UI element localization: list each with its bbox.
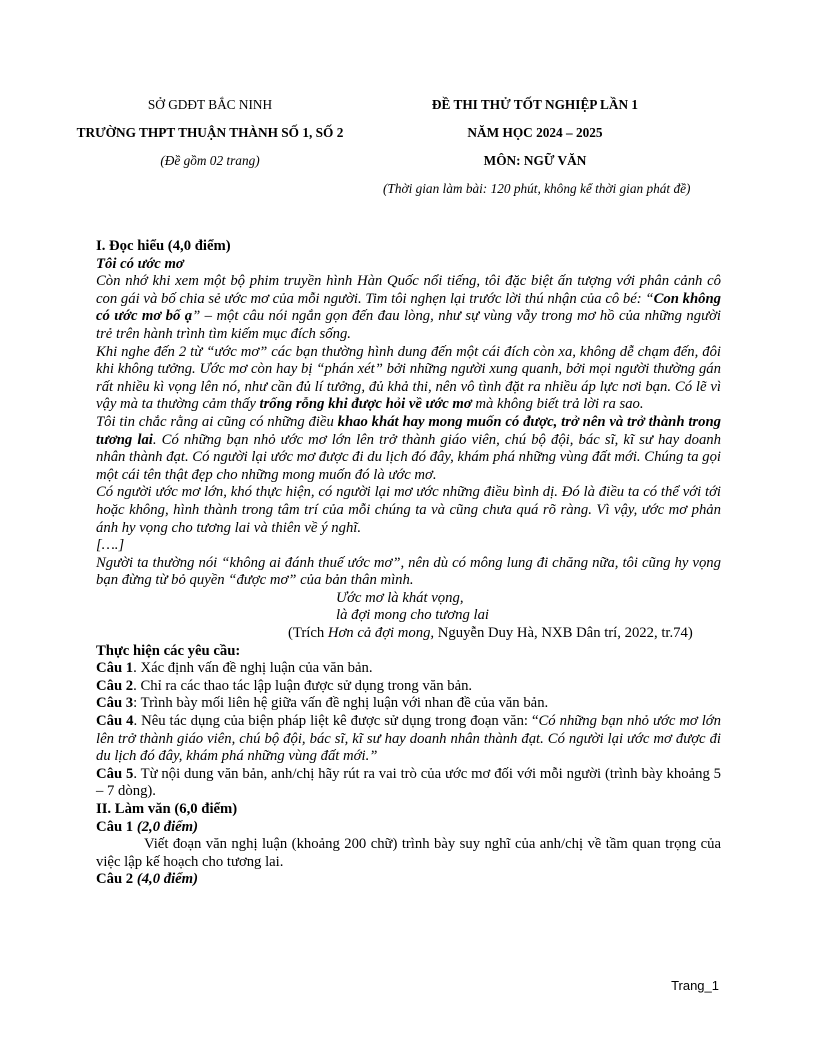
dept-name: SỞ GDĐT BẮC NINH bbox=[147, 97, 273, 112]
passage-paragraph-4: Có người ước mơ lớn, khó thực hiện, có người lại mơ ước những điều bình dị. Đó là điều ta có thể với tới hoặc không, hình thành trong tâm trí của mỗi chúng ta và cũng chưa quá rõ ràng. Vì vậy, ước mơ phản ánh hy vọng cho tương lai và thiên về ý nghĩ. bbox=[96, 484, 721, 536]
passage-ellipsis: [….] bbox=[96, 537, 125, 554]
pages-note: (Đề gồm 02 trang) bbox=[160, 153, 260, 168]
requirements-heading: Thực hiện các yêu cầu: bbox=[96, 642, 241, 659]
subject: MÔN: NGỮ VĂN bbox=[483, 153, 587, 168]
passage-paragraph-2: Khi nghe đến 2 từ “ước mơ” các bạn thường hình dung đến một cái đích còn xa, không dễ chạm đến, đôi khi không tưởng. Ước mơ còn hay bị “phán xét” bởi những người xung quanh, bởi mọi người thường gán rất nhiều kì vọng lên nó, như cần đủ lí tưởng, đủ khả thi, nên vô tình đặt ra nhiều áp lực nơi bạn. Có lẽ vì vậy mà ta thường cảm thấy trống rỗng khi được hỏi về ước mơ mà không biết trả lời ra sao. bbox=[96, 343, 721, 413]
essay-question-2-label: Câu 2 (4,0 điểm) bbox=[96, 871, 198, 888]
question-4: Câu 4. Nêu tác dụng của biện pháp liệt kê được sử dụng trong đoạn văn: “Có những bạn nhỏ ước mơ lớn lên trở thành giáo viên, chú bộ đội, bác sĩ, kĩ sư hay doanh nhân thành đạt. Có người lại ước mơ được đi du lịch đó đây, khám phá những vùng đất mới.” bbox=[96, 713, 721, 765]
passage-paragraph-5: Người ta thường nói “không ai đánh thuế ước mơ”, nên dù có mông lung đi chăng nữa, tôi cũng hy vọng bạn đừng từ bỏ quyền “được mơ” của bản thân mình. bbox=[96, 554, 721, 589]
passage-title: Tôi có ước mơ bbox=[96, 255, 184, 272]
essay-question-1-label: Câu 1 (2,0 điểm) bbox=[96, 818, 198, 835]
section2-heading: II. Làm văn (6,0 điểm) bbox=[96, 801, 238, 817]
school-name: TRƯỜNG THPT THUẬN THÀNH SỐ 1, SỐ 2 bbox=[76, 125, 344, 140]
question-1: Câu 1. Xác định vấn đề nghị luận của văn bản. bbox=[96, 660, 373, 677]
question-3: Câu 3: Trình bày mối liên hệ giữa vấn đề nghị luận với nhan đề của văn bản. bbox=[96, 695, 549, 712]
school-year: NĂM HỌC 2024 – 2025 bbox=[467, 125, 603, 140]
passage-paragraph-3: Tôi tin chắc rằng ai cũng có những điều khao khát hay mong muốn có được, trở nên và trở thành trong tương lai. Có những bạn nhỏ ước mơ lớn lên trở thành giáo viên, chú bộ đội, bác sĩ, kĩ sư hay doanh nhân thành đạt. Có người lại ước mơ được đi du lịch đó đây, khám phá những vùng đất mới. Chúng ta gọi một cái tên thật đẹp cho những mong muốn đó là ước mơ. bbox=[96, 413, 721, 483]
passage-paragraph-1: Còn nhớ khi xem một bộ phim truyền hình Hàn Quốc nổi tiếng, tôi đặc biệt ấn tượng với phân cảnh cô con gái và bố chia sẻ ước mơ của mỗi người. Tim tôi nghẹn lại trước lời thú nhận của cô bé: “Con không có ước mơ bố ạ” – một câu nói ngắn gọn đến đau lòng, như sự vùng vẫy trong mơ hồ của những người trẻ trên hành trình tìm kiếm mục đích sống. bbox=[96, 273, 721, 342]
question-2: Câu 2. Chỉ ra các thao tác lập luận được sử dụng trong văn bản. bbox=[96, 677, 473, 694]
essay-question-1-text: Viết đoạn văn nghị luận (khoảng 200 chữ) trình bày suy nghĩ của anh/chị về tầm quan trọng của việc lập kế hoạch cho tương lai. bbox=[96, 836, 721, 870]
question-5: Câu 5. Từ nội dung văn bản, anh/chị hãy rút ra vai trò của ước mơ đối với mỗi người (trình bày khoảng 5 – 7 dòng). bbox=[96, 765, 722, 800]
section1-heading: I. Đọc hiểu (4,0 điểm) bbox=[96, 238, 231, 254]
time-note: (Thời gian làm bài: 120 phút, không kể thời gian phát đề) bbox=[383, 181, 691, 196]
exam-body bbox=[96, 238, 721, 889]
exam-title: ĐỀ THI THỬ TỐT NGHIỆP LẦN 1 bbox=[431, 97, 639, 112]
poem-line-1: Ước mơ là khát vọng, bbox=[336, 589, 464, 606]
page-number: Trang_1 bbox=[671, 978, 719, 993]
passage-source: (Trích Hơn cả đợi mong, Nguyễn Duy Hà, NXB Dân trí, 2022, tr.74) bbox=[288, 625, 693, 642]
poem-line-2: là đợi mong cho tương lai bbox=[336, 607, 490, 624]
